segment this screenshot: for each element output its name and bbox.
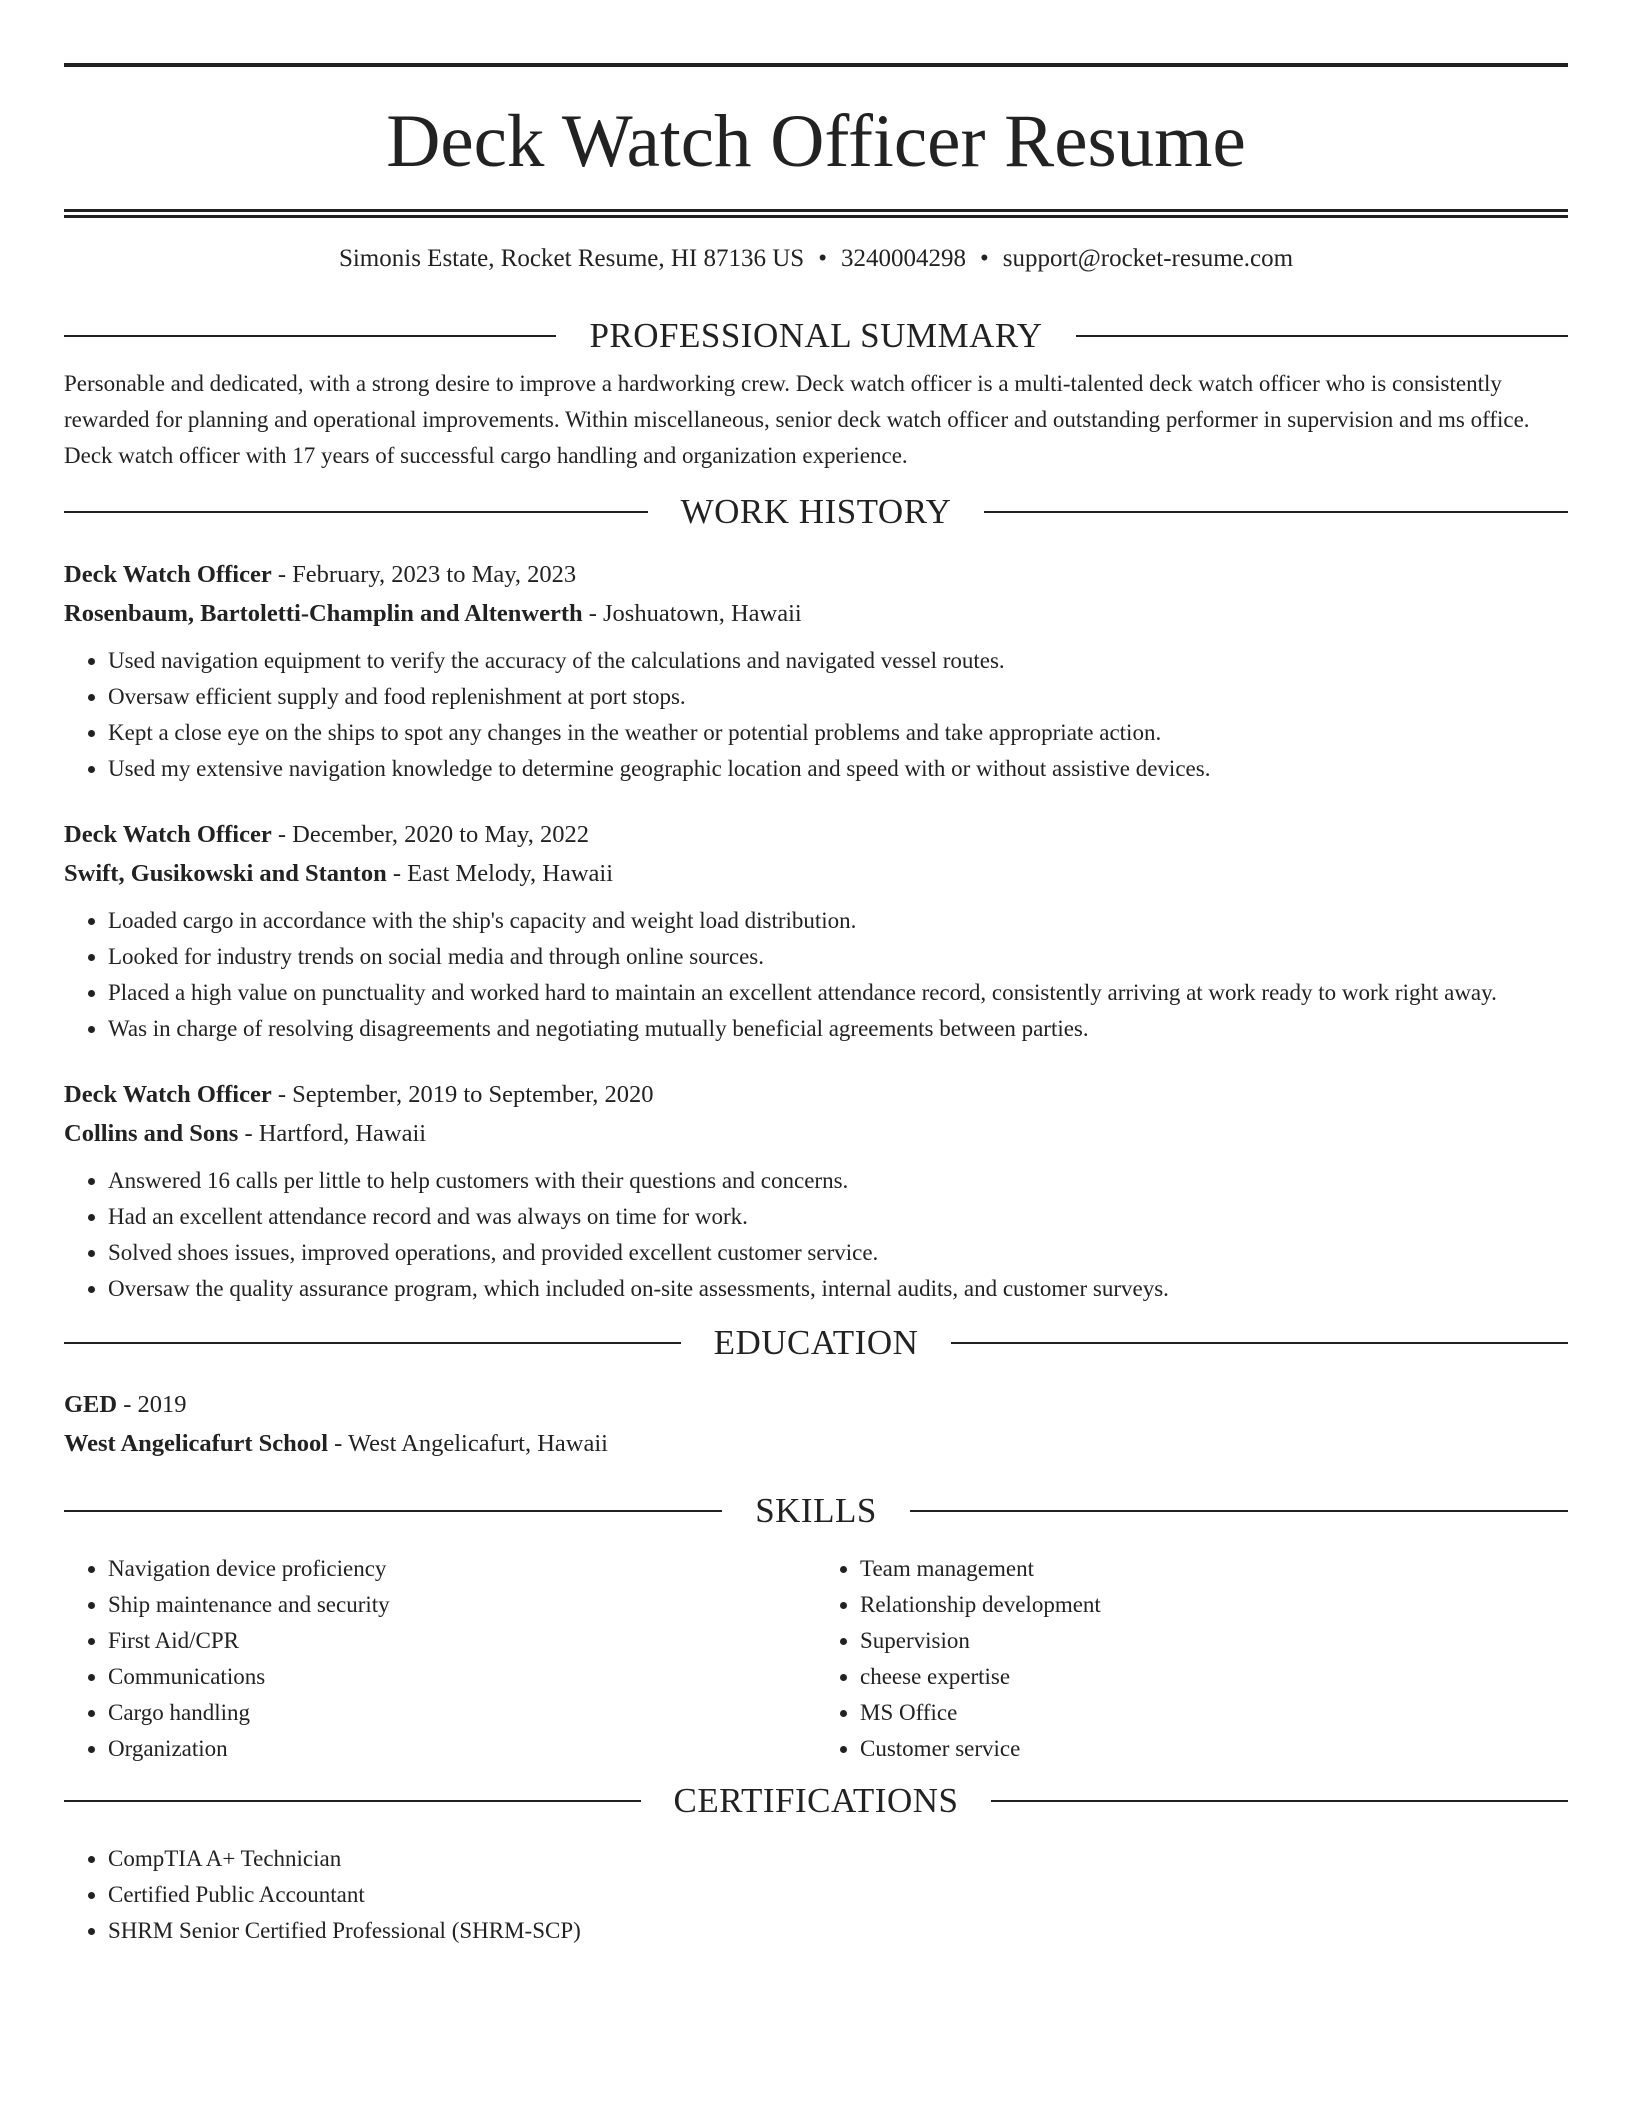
list-item: • MS Office — [860, 1695, 1568, 1731]
list-item: • Answered 16 calls per little to help customers with their questions and concerns. — [108, 1163, 1568, 1199]
job-title-line — [64, 815, 1568, 854]
list-item: • Loaded cargo in accordance with the ship's capacity and weight load distribution. — [108, 903, 1568, 939]
list-item: • Oversaw the quality assurance program, which included on-site assessments, internal audits, and customer surveys. — [108, 1271, 1568, 1307]
section-title: PROFESSIONAL SUMMARY — [589, 316, 1043, 355]
list-item: • Communications — [108, 1659, 816, 1695]
heading-rule — [951, 1342, 1568, 1344]
list-item: • Solved shoes issues, improved operations, and provided excellent customer service. — [108, 1235, 1568, 1271]
list-item: • Oversaw efficient supply and food replenishment at port stops. — [108, 679, 1568, 715]
list-item: • Used navigation equipment to verify the accuracy of the calculations and navigated vessel routes. — [108, 643, 1568, 679]
job-title: Deck Watch Officer — [64, 561, 272, 588]
resume-page — [64, 63, 1568, 1949]
contact-phone: 3240004298 — [840, 245, 966, 272]
section-title: EDUCATION — [713, 1323, 919, 1362]
section-heading-education — [64, 1323, 1568, 1363]
heading-rule — [984, 511, 1568, 513]
skills-list-left — [64, 1551, 816, 1767]
job-company-line — [64, 854, 1568, 893]
job-duties — [64, 643, 1568, 787]
top-rule — [64, 63, 1568, 67]
section-heading-skills — [64, 1491, 1568, 1531]
section-title: SKILLS — [755, 1491, 877, 1530]
heading-rule — [910, 1510, 1568, 1512]
education-location: - West Angelicafurt, Hawaii — [334, 1430, 608, 1457]
list-item: • Team management — [860, 1551, 1568, 1587]
job-dates: - February, 2023 to May, 2023 — [277, 561, 577, 588]
list-item: • Placed a high value on punctuality and worked hard to maintain an excellent attendance record, consistently arriving at work ready to work right away. — [108, 975, 1568, 1011]
heading-rule — [64, 511, 648, 513]
heading-rule — [1076, 335, 1568, 337]
list-item: • Certified Public Accountant — [108, 1877, 1568, 1913]
contact-address: Simonis Estate, Rocket Resume, HI 87136 US — [338, 245, 805, 272]
contact-separator: • — [979, 245, 989, 272]
list-item: • Ship maintenance and security — [108, 1587, 816, 1623]
job-location: - Hartford, Hawaii — [244, 1120, 427, 1147]
list-item: • First Aid/CPR — [108, 1623, 816, 1659]
section-heading-summary — [64, 316, 1568, 356]
section-heading-certifications — [64, 1781, 1568, 1821]
job-company: Rosenbaum, Bartoletti-Champlin and Altenwerth — [64, 600, 583, 627]
list-item: • Kept a close eye on the ships to spot any changes in the weather or potential problems and take appropriate action. — [108, 715, 1568, 751]
contact-email: support@rocket-resume.com — [1002, 245, 1294, 272]
job-company: Swift, Gusikowski and Stanton — [64, 860, 387, 887]
section-heading-work — [64, 492, 1568, 532]
heading-rule — [991, 1800, 1568, 1802]
list-item: • Was in charge of resolving disagreements and negotiating mutually beneficial agreements between parties. — [108, 1011, 1568, 1047]
job-company: Collins and Sons — [64, 1120, 239, 1147]
skills-grid — [64, 1551, 1568, 1767]
job-title-line — [64, 555, 1568, 594]
contact-separator: • — [818, 245, 827, 272]
education-degree-line — [64, 1385, 1568, 1424]
list-item: • Supervision — [860, 1623, 1568, 1659]
education-school: West Angelicafurt School — [64, 1430, 329, 1457]
job-company-line — [64, 594, 1568, 633]
list-item: • Customer service — [860, 1731, 1568, 1767]
heading-rule — [64, 1800, 641, 1802]
job-dates: - September, 2019 to September, 2020 — [277, 1081, 654, 1108]
list-item: • CompTIA A+ Technician — [108, 1841, 1568, 1877]
job-entry — [64, 1075, 1568, 1307]
job-location: - Joshuatown, Hawaii — [588, 600, 802, 627]
skills-list-right — [816, 1551, 1568, 1767]
section-title: CERTIFICATIONS — [673, 1781, 959, 1820]
job-location: - East Melody, Hawaii — [392, 860, 614, 887]
title-double-rule — [64, 209, 1568, 218]
certifications-list — [64, 1841, 1568, 1949]
job-duties — [64, 903, 1568, 1047]
job-title-line — [64, 1075, 1568, 1114]
list-item: • Used my extensive navigation knowledge to determine geographic location and speed with or without assistive devices. — [108, 751, 1568, 787]
list-item: • Had an excellent attendance record and was always on time for work. — [108, 1199, 1568, 1235]
job-title: Deck Watch Officer — [64, 1081, 272, 1108]
job-duties — [64, 1163, 1568, 1307]
education-entry — [64, 1385, 1568, 1463]
resume-title: Deck Watch Officer Resume — [386, 100, 1246, 183]
heading-rule — [64, 1510, 722, 1512]
contact-line — [64, 244, 1568, 274]
education-school-line — [64, 1424, 1568, 1463]
list-item: • Navigation device proficiency — [108, 1551, 816, 1587]
list-item: • SHRM Senior Certified Professional (SHRM-SCP) — [108, 1913, 1568, 1949]
list-item: • Looked for industry trends on social media and through online sources. — [108, 939, 1568, 975]
summary-text: Personable and dedicated, with a strong desire to improve a hardworking crew. Deck watch officer is a multi-talented deck watch officer who is consistently rewarded for planning and operational improvements. Within miscellaneous, senior deck watch officer and outstanding performer in supervision and ms office. Deck watch officer with 17 years of successful cargo handling and organization experience. — [64, 371, 1530, 468]
job-entry — [64, 555, 1568, 787]
list-item: • Cargo handling — [108, 1695, 816, 1731]
heading-rule — [64, 335, 556, 337]
job-entry — [64, 815, 1568, 1047]
job-dates: - December, 2020 to May, 2022 — [277, 821, 589, 848]
job-title: Deck Watch Officer — [64, 821, 272, 848]
section-title: WORK HISTORY — [680, 492, 952, 531]
list-item: • cheese expertise — [860, 1659, 1568, 1695]
heading-rule — [64, 1342, 681, 1344]
education-year: - 2019 — [123, 1391, 187, 1418]
education-degree: GED — [64, 1391, 118, 1418]
job-company-line — [64, 1114, 1568, 1153]
list-item: • Organization — [108, 1731, 816, 1767]
list-item: • Relationship development — [860, 1587, 1568, 1623]
